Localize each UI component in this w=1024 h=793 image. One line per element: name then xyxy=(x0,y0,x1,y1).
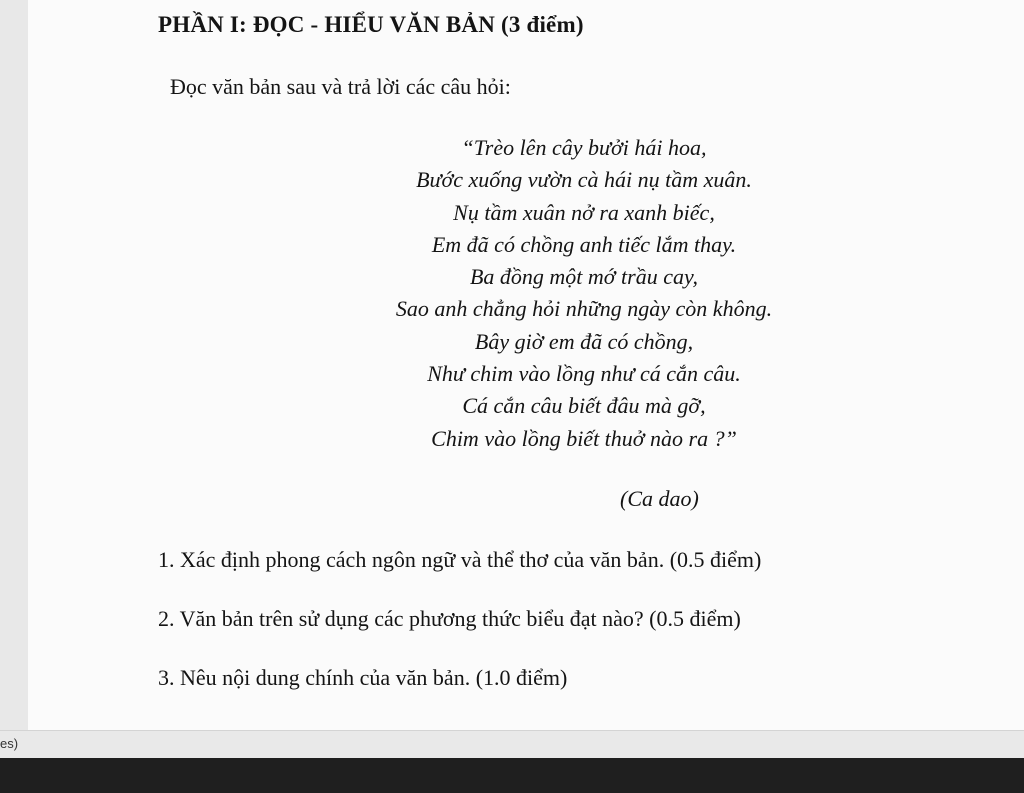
intro-text: Đọc văn bản sau và trả lời các câu hỏi: xyxy=(170,74,511,99)
document-page xyxy=(28,0,1024,730)
question-item: 3. Nêu nội dung chính của văn bản. (1.0 điểm) xyxy=(158,665,568,690)
poem-line: Sao anh chẳng hỏi những ngày còn không. xyxy=(395,296,773,322)
poem-line: Chim vào lồng biết thuở nào ra ?” xyxy=(431,425,737,451)
poem xyxy=(284,132,884,455)
section-heading: PHẦN I: ĐỌC - HIỂU VĂN BẢN (3 điểm) xyxy=(158,12,584,37)
status-bar-text: es) xyxy=(0,736,19,751)
poem-source: (Ca dao) xyxy=(620,486,699,511)
poem-line: Bây giờ em đã có chồng, xyxy=(474,328,694,354)
poem-line: Nụ tầm xuân nở ra xanh biếc, xyxy=(453,199,715,225)
poem-line: Em đã có chồng anh tiếc lắm thay. xyxy=(431,231,737,257)
left-gutter xyxy=(0,0,28,730)
poem-line: Như chim vào lồng như cá cắn câu. xyxy=(427,361,741,387)
poem-line: Ba đồng một mớ trầu cay, xyxy=(469,264,699,290)
taskbar xyxy=(0,758,1024,793)
status-bar xyxy=(0,730,1024,758)
question-item: 1. Xác định phong cách ngôn ngữ và thể thơ của văn bản. (0.5 điểm) xyxy=(158,547,762,572)
question-list xyxy=(158,543,761,720)
question-item: 2. Văn bản trên sử dụng các phương thức biểu đạt nào? (0.5 điểm) xyxy=(158,606,741,631)
poem-line: Bước xuống vườn cà hái nụ tầm xuân. xyxy=(416,167,752,193)
poem-line: Cá cắn câu biết đâu mà gỡ, xyxy=(462,393,706,419)
poem-line: “Trèo lên cây bưởi hái hoa, xyxy=(461,135,707,160)
